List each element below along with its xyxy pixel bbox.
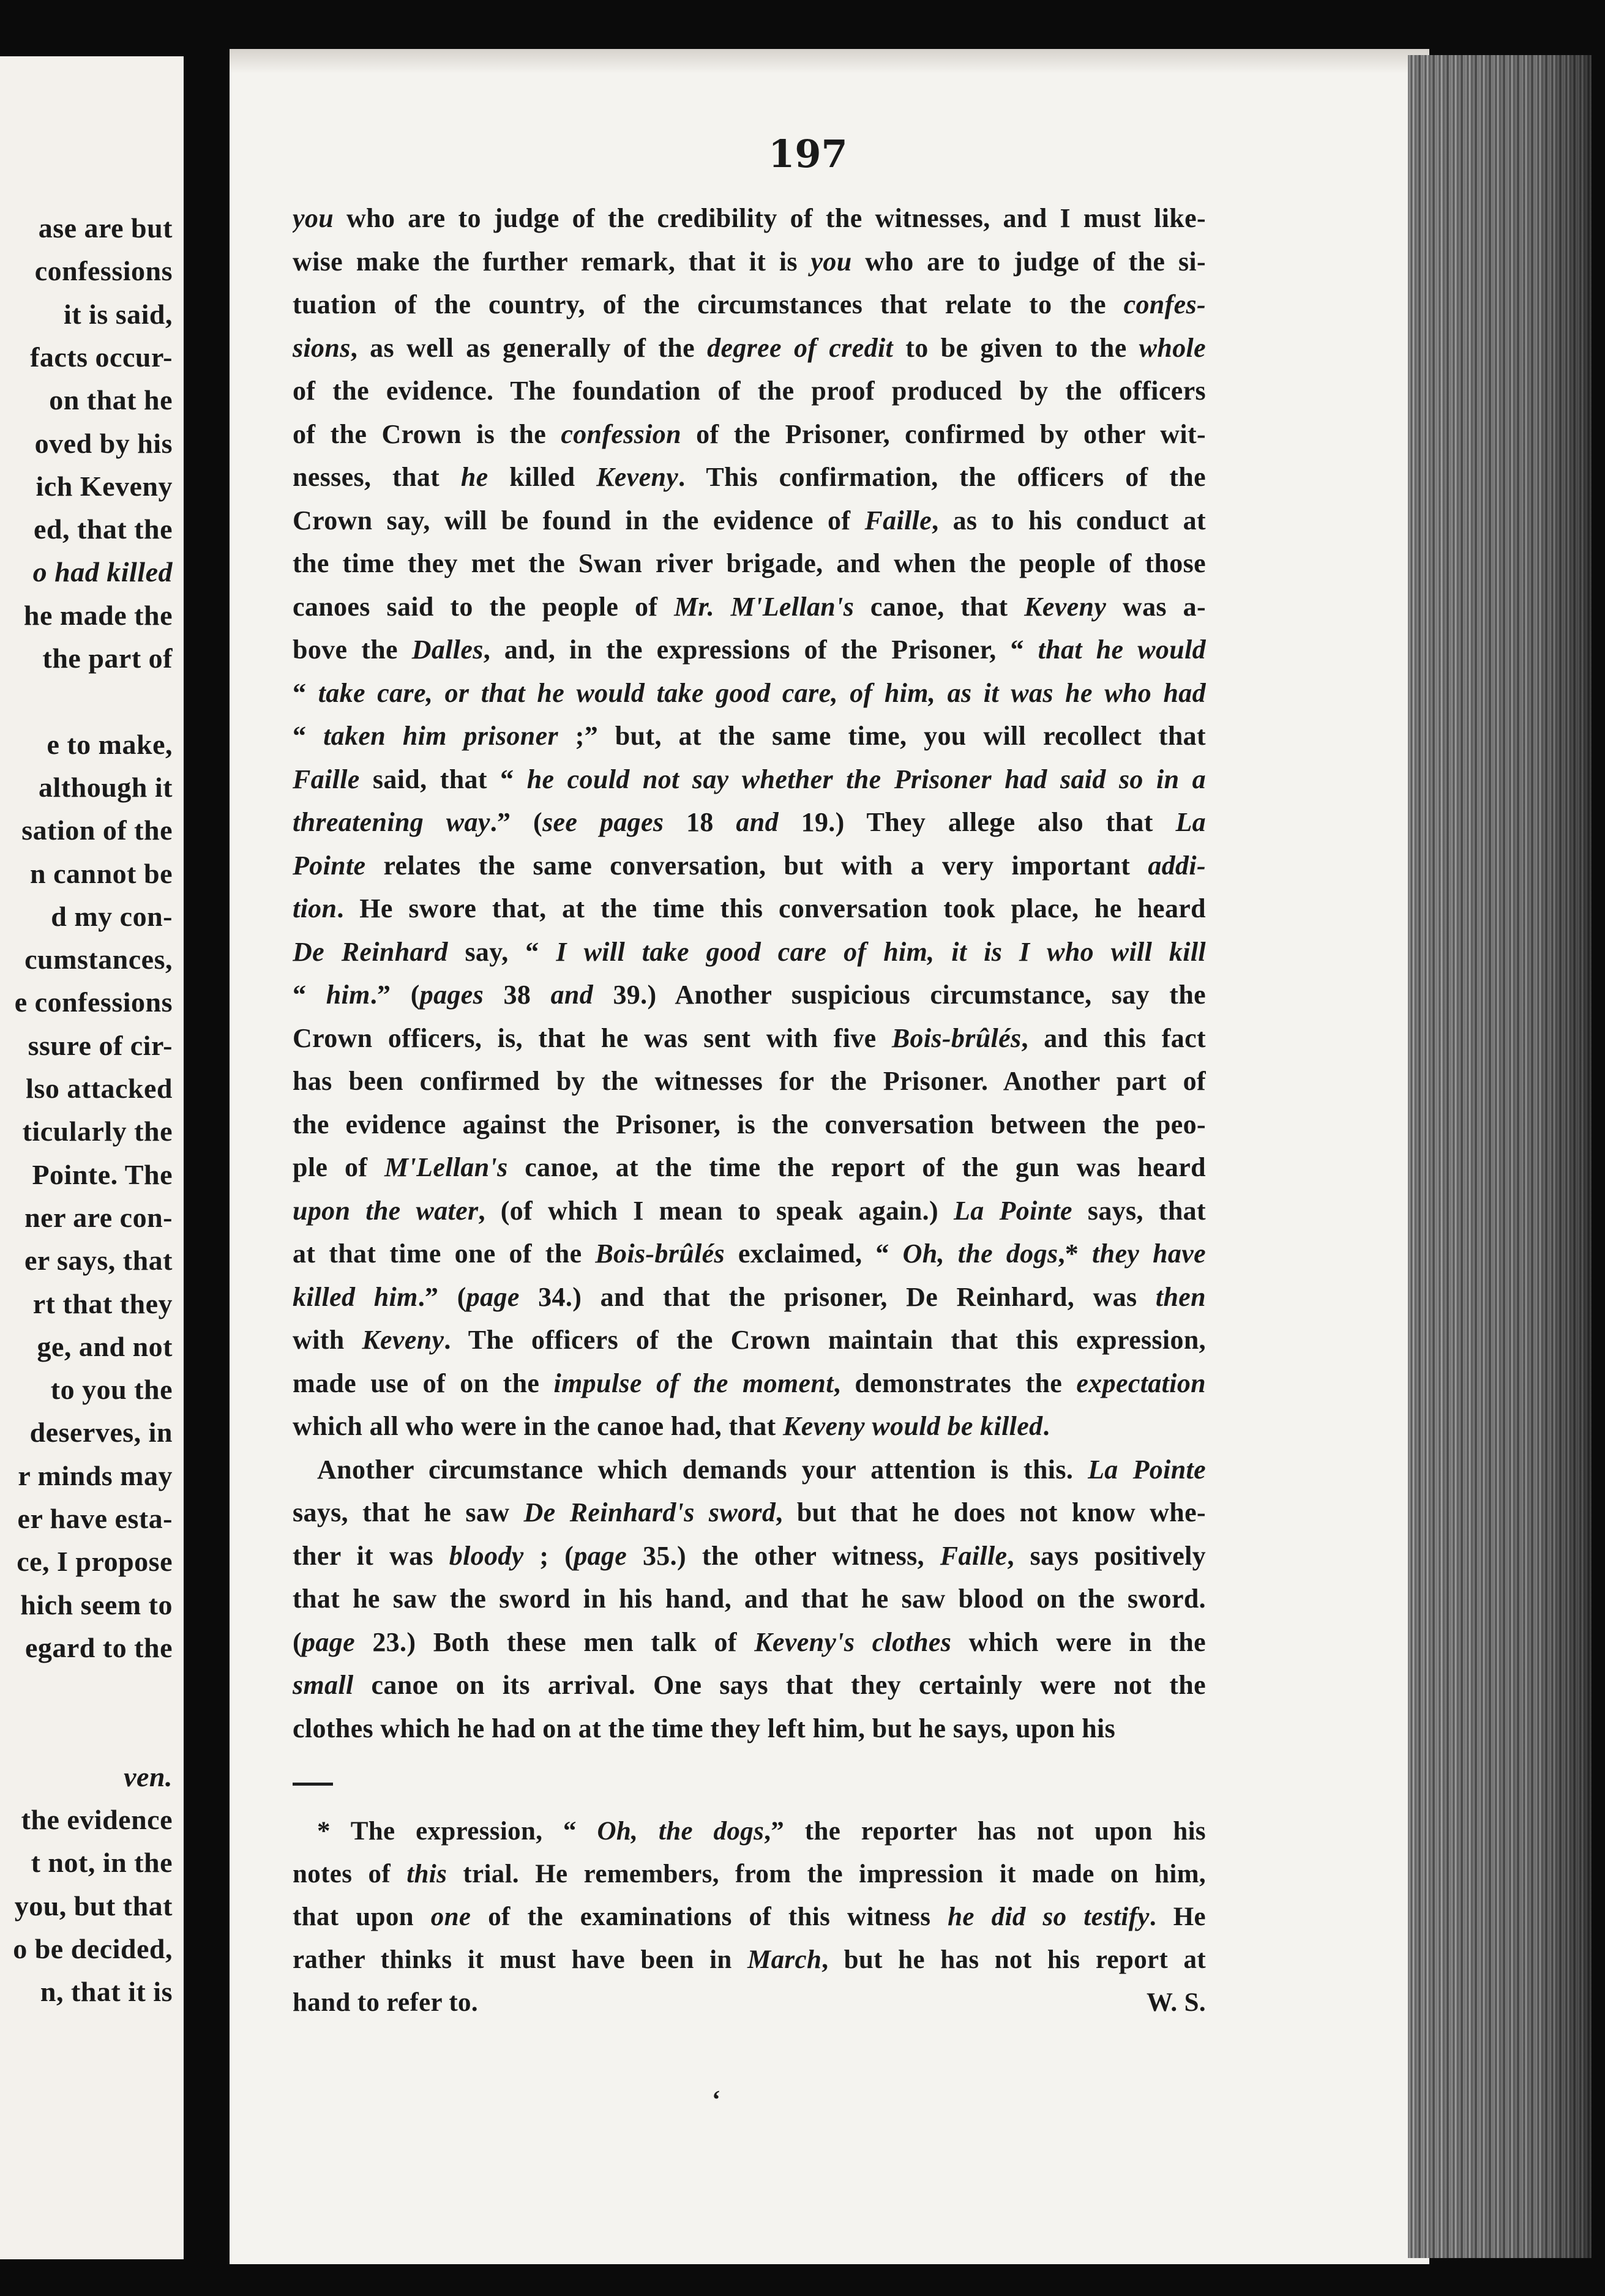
body-line: Crown officers, is, that he was sent with five Bois-brûlés, and this fact	[293, 1023, 1206, 1053]
body-line: wise make the further remark, that it is you who are to judge of the si-	[293, 246, 1206, 277]
left-page-line: t not, in the	[31, 1847, 173, 1879]
body-line: canoes said to the people of Mr. M'Lellan's canoe, that Keveny was a-	[293, 591, 1206, 622]
body-line: says, that he saw De Reinhard's sword, but that he does not know whe-	[293, 1497, 1206, 1527]
footnote-line: rather thinks it must have been in March, but he has not his report at	[293, 1945, 1206, 1974]
left-page-line: the part of	[42, 643, 173, 674]
body-line: tion. He swore that, at the time this conversation took place, he heard	[293, 893, 1206, 923]
left-page-line: r minds may	[18, 1459, 173, 1491]
footnote-line: hand to refer to. W. S.	[293, 1981, 1206, 2024]
footnote-divider	[293, 1783, 333, 1786]
body-line: “ take care, or that he would take good care, of him, as it was he who had	[293, 677, 1206, 708]
body-line: the evidence against the Prisoner, is the conversation between the peo-	[293, 1109, 1206, 1139]
body-line: you who are to judge of the credibility of the witnesses, and I must like-	[293, 203, 1206, 233]
left-page-line: n cannot be	[30, 857, 173, 889]
page-edge-shadow	[1408, 55, 1592, 2258]
body-line: which all who were in the canoe had, that Keveny would be killed.	[293, 1411, 1050, 1441]
left-page-line: o had killed	[32, 556, 173, 588]
body-line: upon the water, (of which I mean to speak again.) La Pointe says, that	[293, 1195, 1206, 1226]
body-line: threatening way.” (see pages 18 and 19.) They allege also that La	[293, 807, 1206, 837]
body-line: nesses, that he killed Keveny. This confirmation, the officers of the	[293, 462, 1206, 492]
body-line: clothes which he had on at the time they left him, but he says, upon his	[293, 1713, 1116, 1743]
left-page-line: ich Keveny	[36, 470, 173, 502]
left-page-line: ge, and not	[37, 1330, 173, 1362]
body-line: has been confirmed by the witnesses for the Prisoner. Another part of	[293, 1066, 1206, 1096]
body-line: tuation of the country, of the circumstances that relate to the confes-	[293, 289, 1206, 319]
body-line: bove the Dalles, and, in the expressions of the Prisoner, “ that he would	[293, 635, 1206, 665]
body-line: of the evidence. The foundation of the proof produced by the officers	[293, 376, 1206, 406]
body-line: of the Crown is the confession of the Prisoner, confirmed by other wit-	[293, 419, 1206, 449]
left-page-line: er says, that	[24, 1245, 173, 1277]
body-line: that he saw the sword in his hand, and that he saw blood on the sword.	[293, 1584, 1206, 1614]
body-line: at that time one of the Bois-brûlés exclaimed, “ Oh, the dogs,* they have	[293, 1239, 1206, 1269]
body-line: Crown say, will be found in the evidence of Faille, as to his conduct at	[293, 505, 1206, 535]
left-page-line: e to make,	[47, 728, 173, 760]
body-line: ple of M'Lellan's canoe, at the time the report of the gun was heard	[293, 1152, 1206, 1182]
left-page-line: he made the	[23, 599, 173, 631]
left-page-line: e confessions	[14, 986, 173, 1018]
left-page-line: d my con-	[51, 900, 173, 932]
body-line: De Reinhard say, “ I will take good care of him, it is I who will kill	[293, 936, 1206, 967]
left-page-line: hich seem to	[20, 1589, 173, 1620]
page-top-shadow	[230, 49, 1429, 73]
left-page-line: ner are con-	[24, 1201, 173, 1233]
body-line: small canoe on its arrival. One says that they certainly were not the	[293, 1670, 1206, 1700]
body-line: Faille said, that “ he could not say whether the Prisoner had said so in a	[293, 764, 1206, 794]
left-page-line: egard to the	[24, 1631, 173, 1663]
body-text	[293, 197, 1206, 1750]
left-page-line: deserves, in	[29, 1417, 173, 1448]
left-page-line: sation of the	[21, 814, 173, 846]
left-page-line: n, that it is	[40, 1976, 173, 2008]
page-number: 197	[768, 132, 848, 176]
left-facing-page	[0, 56, 184, 2259]
left-page-line: ven.	[124, 1761, 173, 1792]
left-page-line: lso attacked	[26, 1073, 173, 1104]
left-page-line: o be decided,	[13, 1933, 173, 1964]
body-line: (page 23.) Both these men talk of Keveny's clothes which were in the	[293, 1627, 1206, 1657]
stray-mark: ʻ	[712, 2086, 720, 2114]
body-line: with Keveny. The officers of the Crown maintain that this expression,	[293, 1325, 1206, 1355]
body-line: “ him.” (pages 38 and 39.) Another suspicious circumstance, say the	[293, 980, 1206, 1010]
footnote-line: * The expression, “ Oh, the dogs,” the reporter has not upon his	[317, 1817, 1206, 1846]
left-page-line: Pointe. The	[32, 1158, 173, 1190]
left-page-line: rt that they	[32, 1288, 173, 1319]
left-page-line: facts occur-	[30, 341, 173, 373]
left-page-line: ce, I propose	[17, 1546, 173, 1578]
body-line: ther it was bloody ; (page 35.) the other witness, Faille, says positively	[293, 1540, 1206, 1571]
left-page-line: confessions	[34, 255, 173, 287]
left-page-line: cumstances,	[24, 944, 173, 975]
body-line: sions, as well as generally of the degree of credit to be given to the whole	[293, 332, 1206, 363]
left-page-line: it is said,	[63, 298, 173, 330]
left-page-line: ase are but	[38, 212, 173, 244]
left-page-line: er have esta-	[17, 1503, 173, 1534]
footnote-signature: W. S.	[1147, 1988, 1206, 2017]
left-page-line: ssure of cir-	[28, 1029, 173, 1061]
body-line: Pointe relates the same conversation, but with a very important addi-	[293, 850, 1206, 881]
left-page-line: on that he	[49, 384, 173, 416]
left-page-line: although it	[39, 771, 173, 803]
left-page-line: ed, that the	[33, 513, 173, 545]
body-line: “ taken him prisoner ;” but, at the same time, you will recollect that	[293, 721, 1206, 751]
body-line: killed him.” (page 34.) and that the prisoner, De Reinhard, was then	[293, 1281, 1206, 1312]
left-page-line: the evidence	[21, 1804, 173, 1836]
footnote-line: that upon one of the examinations of this witness he did so testify. He	[293, 1903, 1206, 1931]
body-line: the time they met the Swan river brigade, and when the people of those	[293, 548, 1206, 578]
left-page-line: oved by his	[34, 427, 173, 459]
body-line: made use of on the impulse of the moment, demonstrates the expectation	[293, 1368, 1206, 1398]
body-line: Another circumstance which demands your attention is this. La Pointe	[317, 1454, 1206, 1485]
footnote	[293, 1810, 1206, 2024]
footnote-line: notes of this trial. He remembers, from the impression it made on him,	[293, 1860, 1206, 1888]
left-page-line: you, but that	[14, 1890, 173, 1921]
left-page-line: ticularly the	[22, 1116, 173, 1147]
left-page-line: to you the	[50, 1374, 173, 1406]
